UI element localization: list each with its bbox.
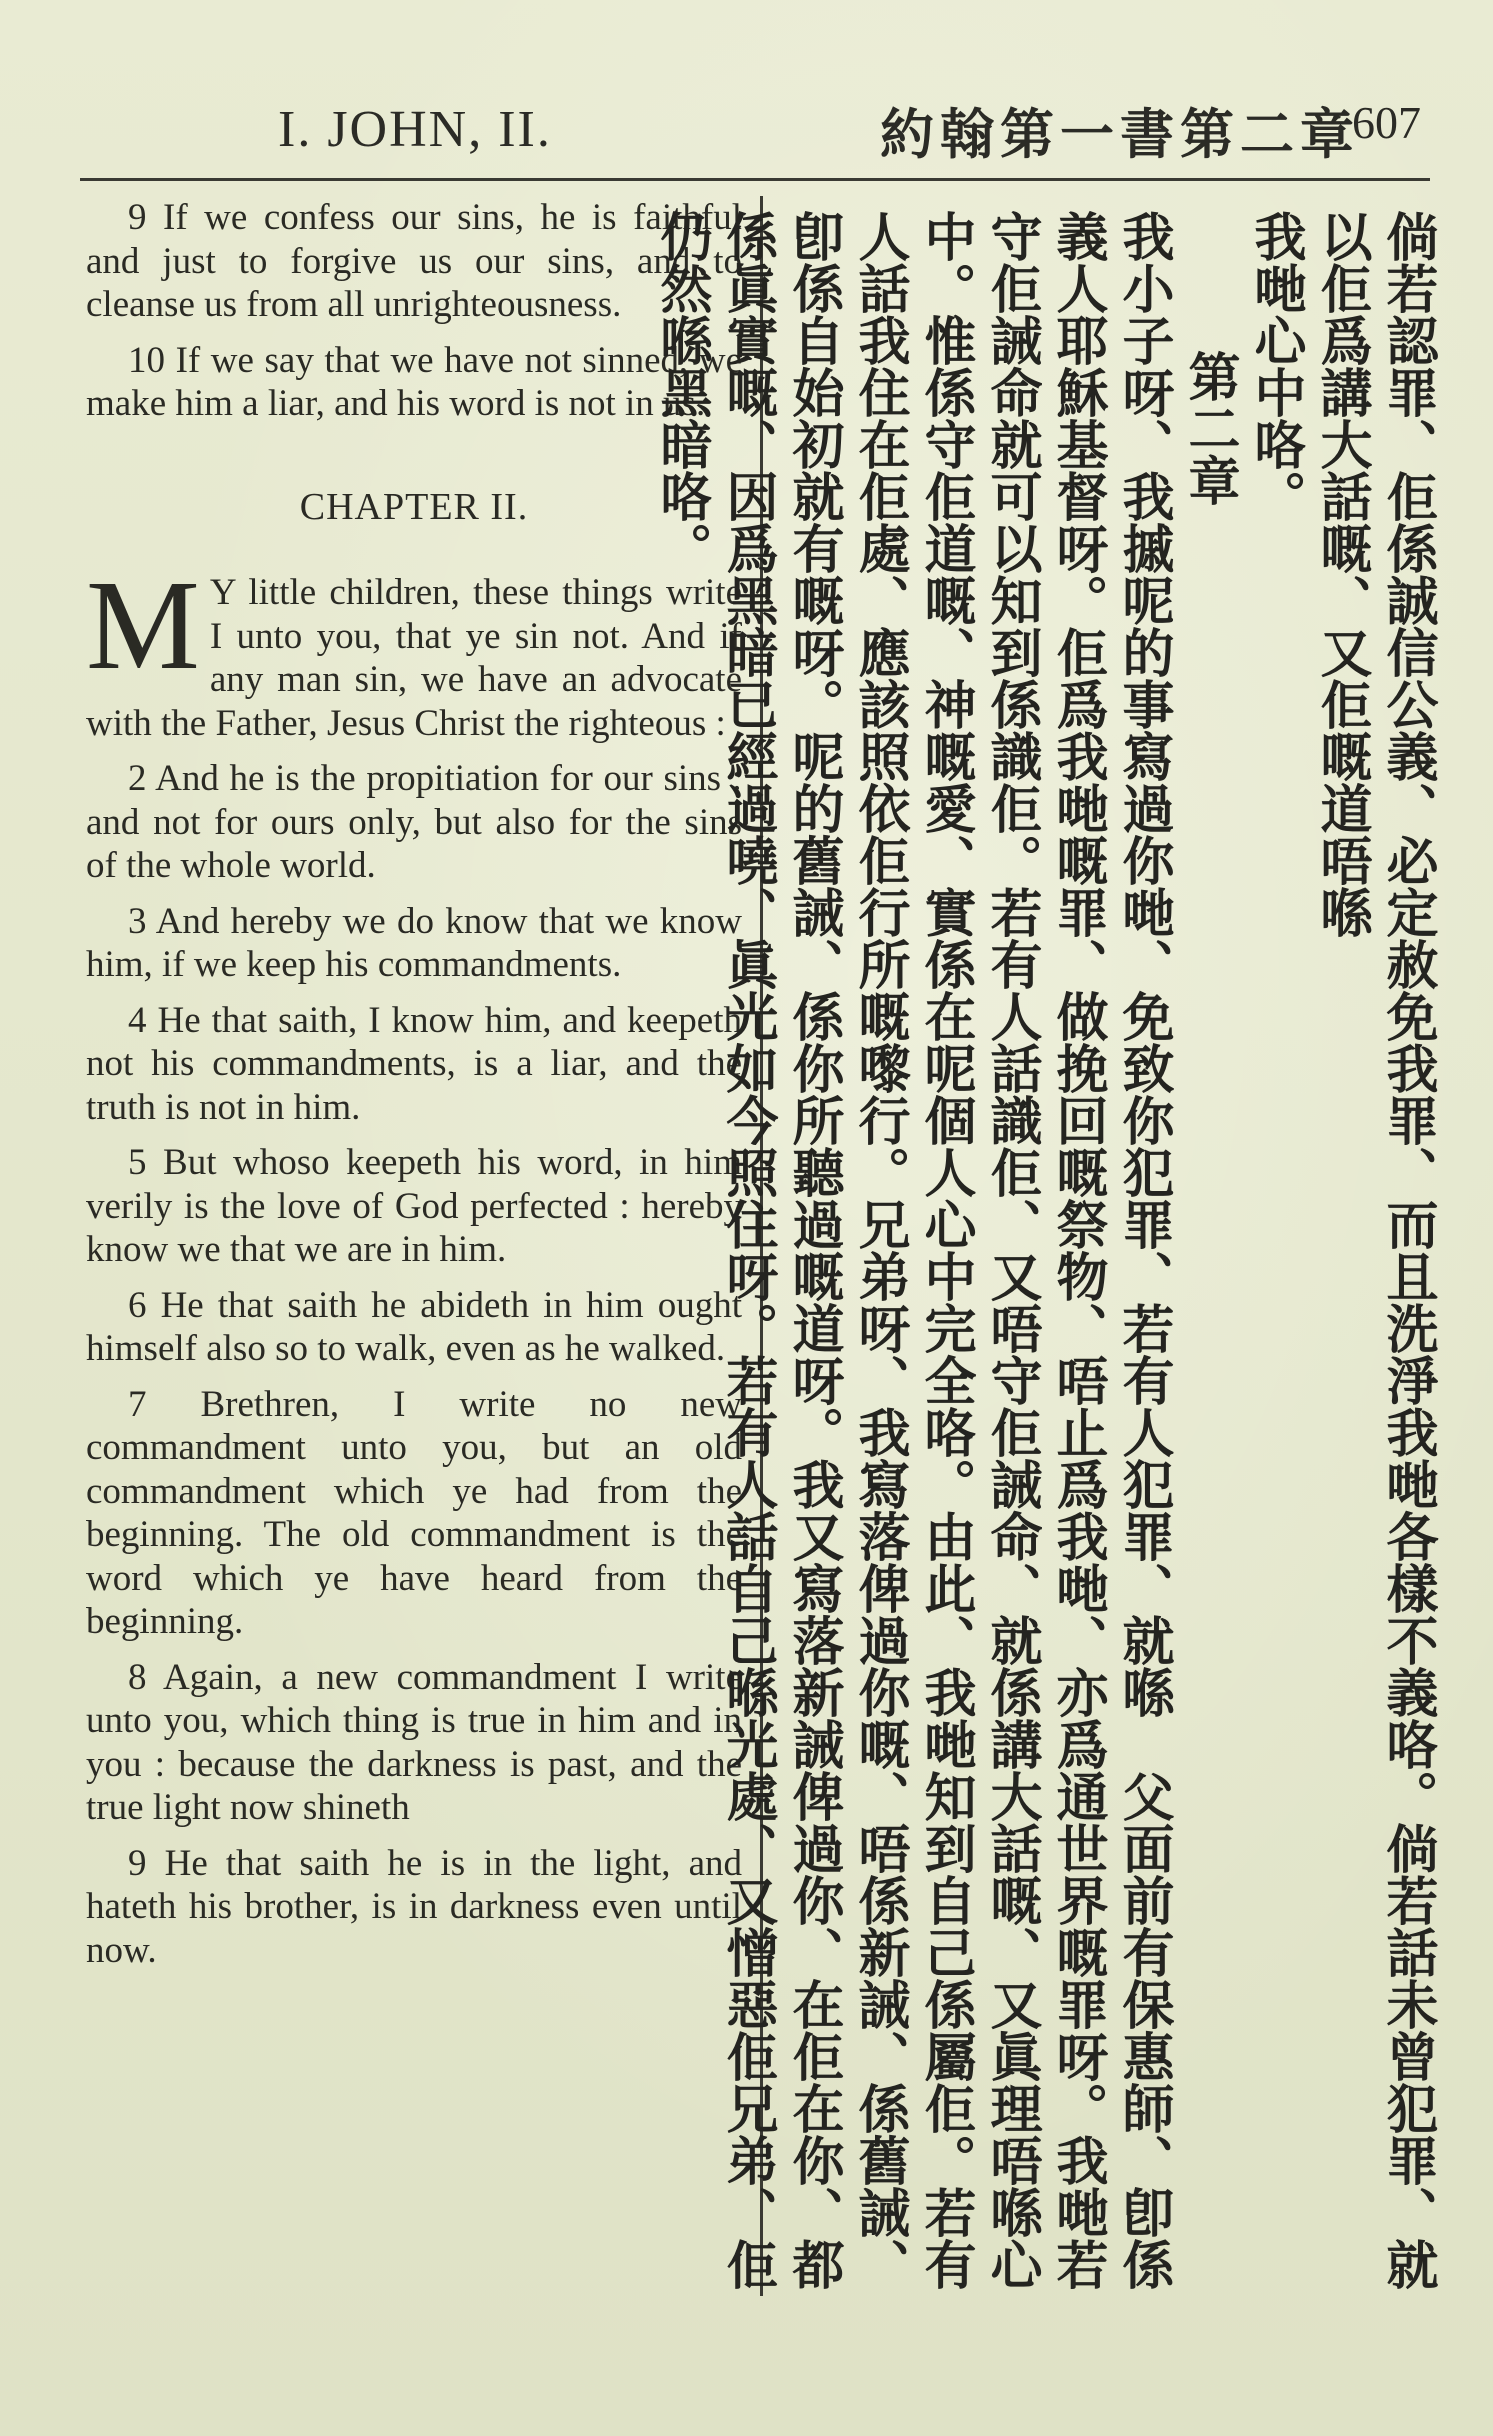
chinese-verse-text: 我小子呀、我摵呢的事寫過你哋、免致你犯罪、若有人犯罪、就喺 父面前有保惠師、卽係義人耶穌基督呀。佢爲我哋嘅罪、做挽回嘅祭物、唔止爲我哋、亦爲通世界嘅罪呀。我哋若守佢誡命就可以知到係識佢。若有人話識佢、又唔守佢誡命、就係講大話嘅、又眞理唔喺心中。惟係守佢道嘅、神嘅愛、實係在呢個人心中完全咯。由此、我哋知到自己係屬佢。若有人話我住在佢處、應該照依佢行所嘅嚟行。兄弟呀、我寫落俾過你嘅、唔係新誡、係舊誡、卽係自始初就有嘅呀。呢的舊誡、係你所聽過嘅道呀。我又寫落新誡俾過你、在佢在你、都係眞實嘅、因爲黑暗已經過嘵、眞光如今照住呀。若有人話自己喺光處、又憎惡佢兄弟、佢仍然喺黑暗咯。 — [651, 210, 1173, 2290]
verse-text: 4 He that saith, I know him, and keepeth not his commandments, is a liar, and the truth is not in him. — [86, 999, 742, 1128]
page-number: 607 — [1352, 97, 1421, 148]
verse-text: 9 He that saith he is in the light, and hateth his brother, is in darkness even until now. — [86, 1842, 742, 1971]
verse-1 — [86, 554, 742, 745]
chinese-chapter-heading: 第二章 — [1179, 350, 1239, 506]
verse-text: 9 If we confess our sins, he is faithful and just to forgive us our sins, and to cleanse us from all unrighteousness. — [86, 197, 742, 325]
chinese-verse-text: 倘若認罪、佢係誠信公義、必定赦免我罪、而且洗淨我哋各樣不義咯。倘若話未曾犯罪、就以佢爲講大話嘅、又佢嘅道唔喺 — [1311, 210, 1437, 2290]
drop-cap: M — [86, 554, 200, 696]
running-header-english: I. JOHN, II. — [278, 101, 552, 158]
verse-text: 5 But whoso keepeth his word, in him verily is the love of God perfected : hereby know we that we are in him. — [86, 1142, 742, 1270]
verse-text: 7 Brethren, I write no new commandment unto you, but an old commandment which ye had from the beginning. The old commandment is the word which ye have heard from the beginning. — [86, 1383, 742, 1642]
chinese-column — [651, 210, 1440, 2310]
verse-text: 2 And he is the propitiation for our sins : and not for ours only, but also for the sins of the whole world. — [86, 758, 742, 886]
running-header-chinese: 約翰第一書第二章 — [880, 102, 1360, 166]
verse-text: 6 He that saith he abideth in him ought himself also so to walk, even as he walked. — [86, 1284, 742, 1369]
verse-text: 10 If we say that we have not sinned, we make him a liar, and his word is not in us. — [86, 339, 742, 424]
verse-text: 3 And hereby we do know that we know him, if we keep his commandments. — [86, 900, 742, 985]
header-rule — [80, 178, 1430, 181]
chinese-verse-text: 我哋心中咯。 — [1245, 210, 1305, 522]
verse-text: 8 Again, a new commandment I write unto you, which thing is true in him and in you : because the darkness is past, and the true light now shineth — [86, 1656, 742, 1828]
verse-text: Y little children, these things write I unto you, that ye sin not. And if any man sin, we have an advocate with the Father, Jesus Christ the righteous : — [86, 572, 742, 744]
english-column — [86, 196, 742, 1984]
chapter-heading: CHAPTER II. — [299, 485, 529, 528]
